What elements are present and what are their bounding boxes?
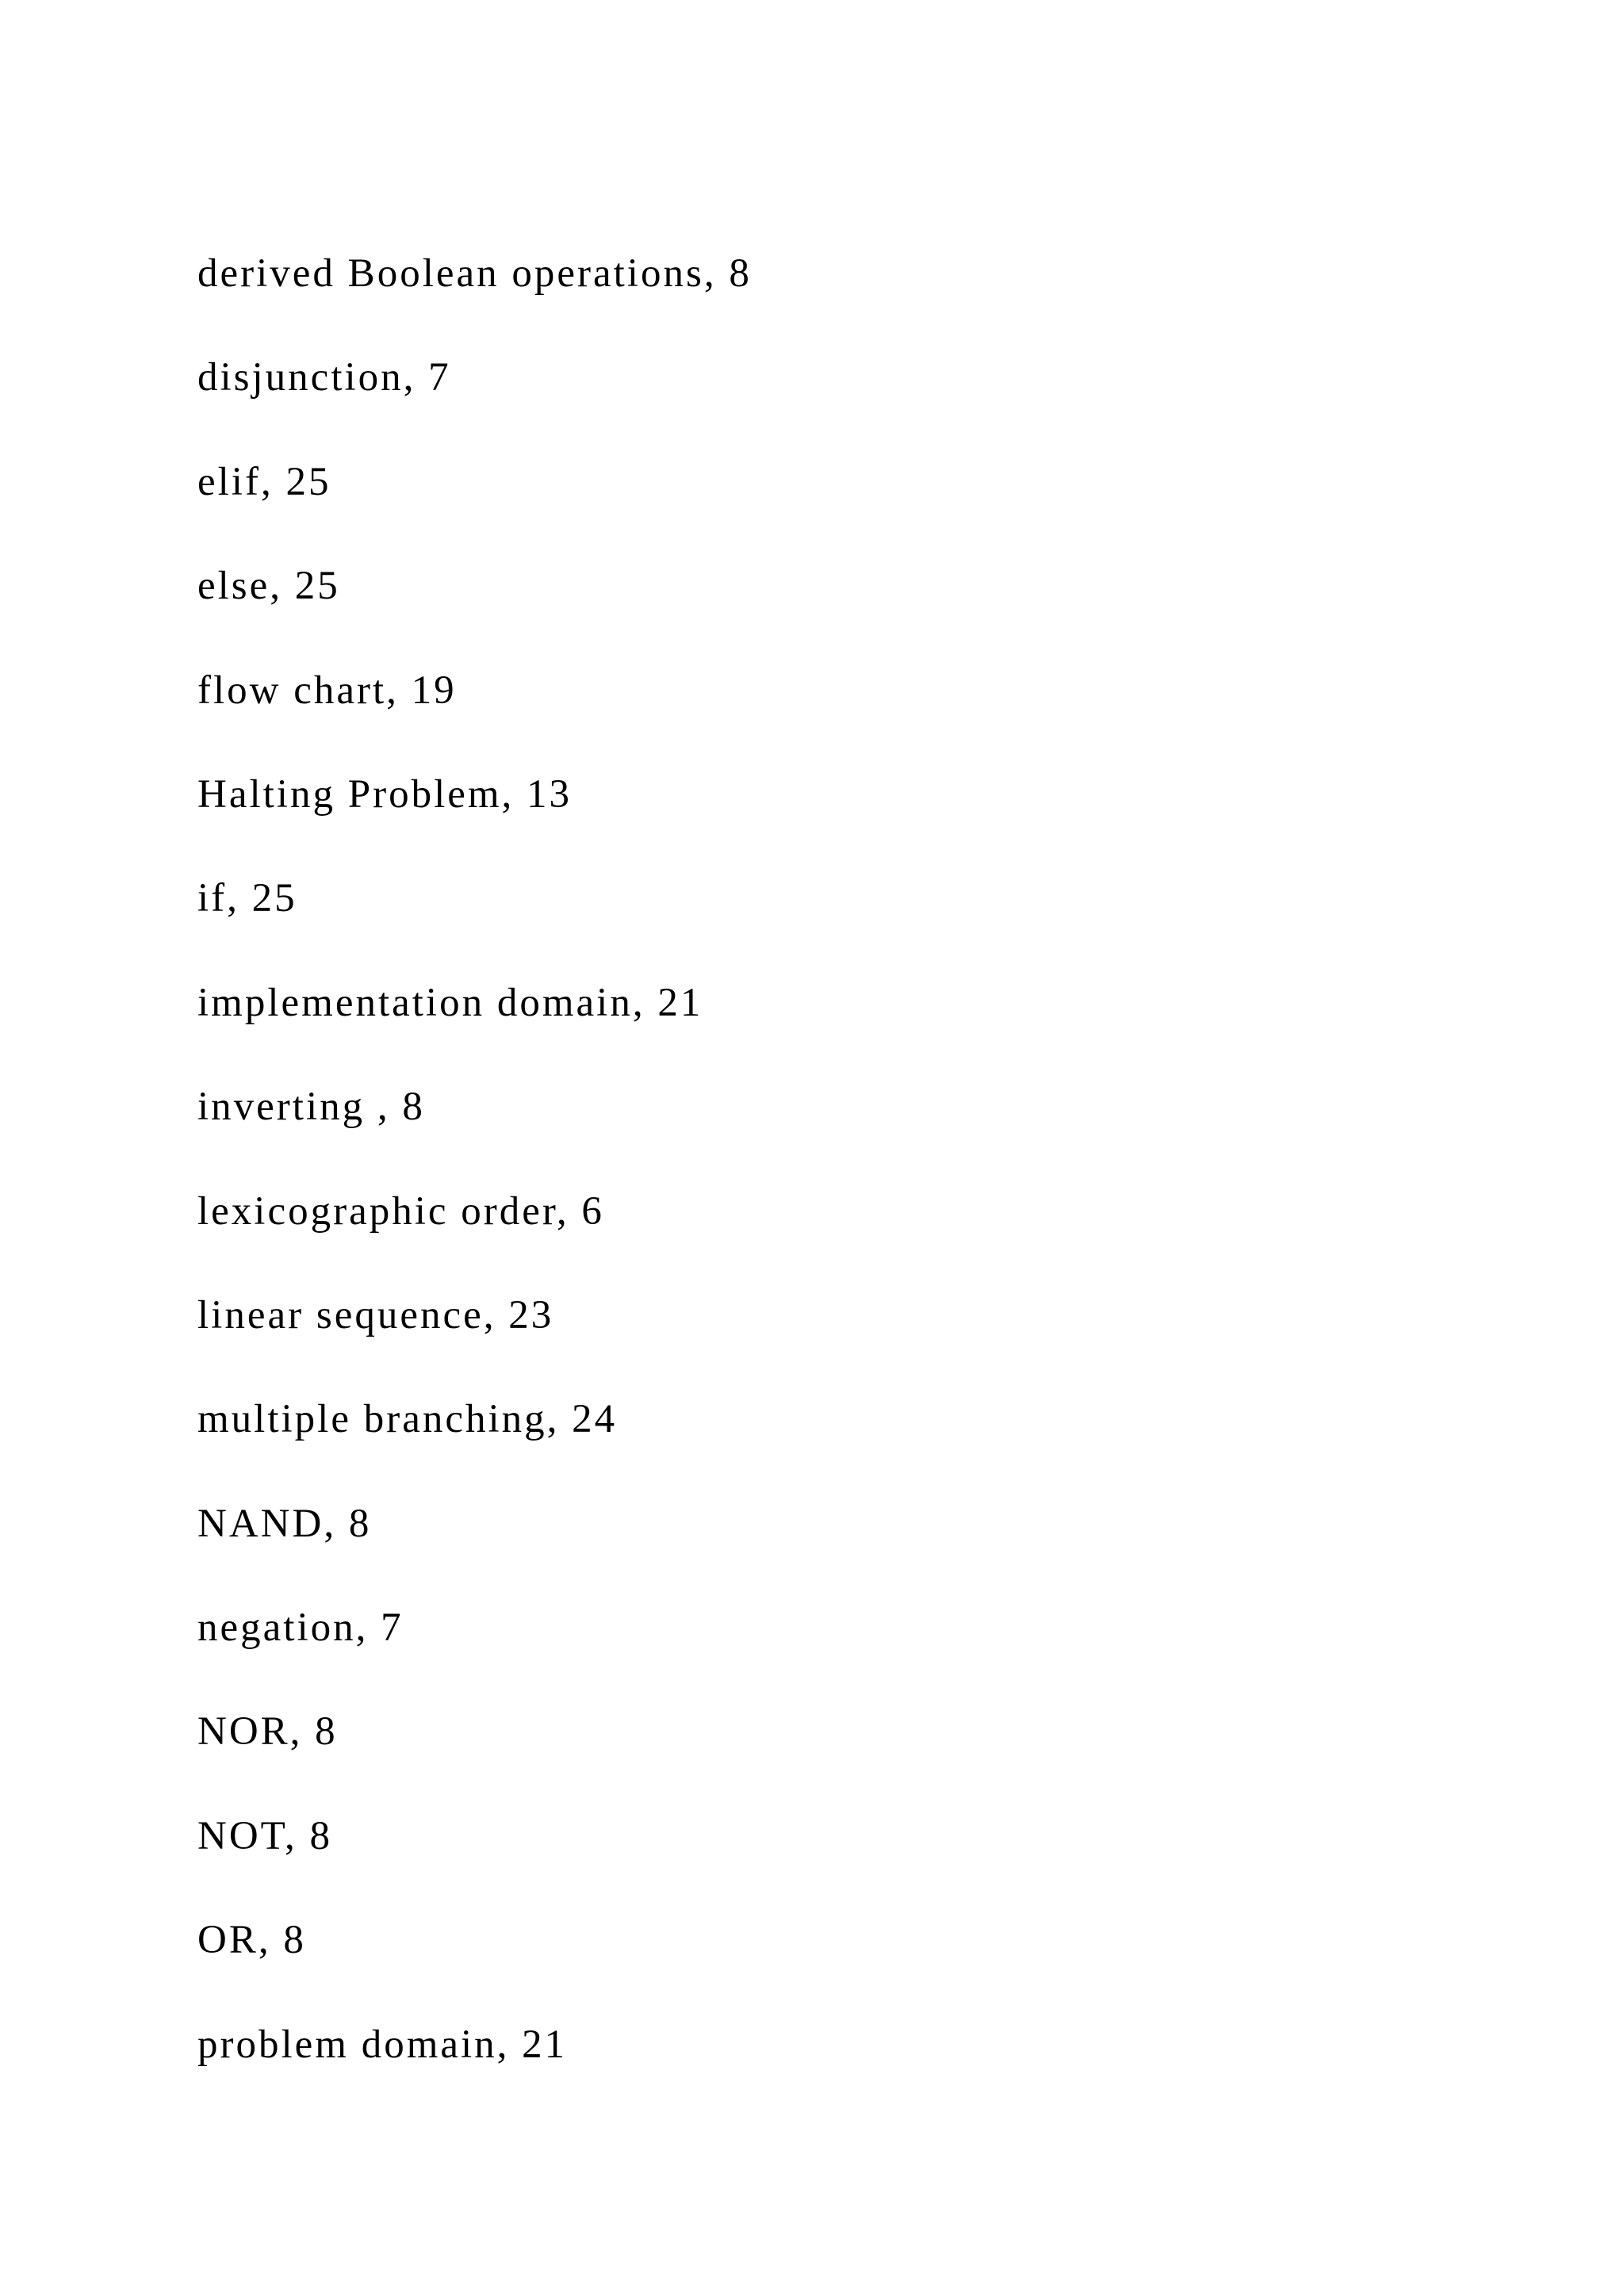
index-entry: elif, 25 (197, 459, 331, 504)
index-entry: lexicographic order, 6 (197, 1188, 604, 1234)
index-entry: flow chart, 19 (197, 668, 457, 713)
index-list (197, 248, 1466, 2123)
index-entry: derived Boolean operations, 8 (197, 251, 752, 296)
index-entry: else, 25 (197, 564, 340, 609)
index-entry: problem domain, 21 (197, 2022, 568, 2067)
index-entry: NOR, 8 (197, 1709, 338, 1755)
index-entry: disjunction, 7 (197, 355, 451, 400)
index-entry: Halting Problem, 13 (197, 771, 573, 817)
index-entry: NOT, 8 (197, 1813, 333, 1858)
index-entry: multiple branching, 24 (197, 1397, 618, 1442)
index-entry: if, 25 (197, 876, 297, 921)
index-entry: negation, 7 (197, 1605, 404, 1651)
index-entry: linear sequence, 23 (197, 1292, 554, 1337)
index-entry: implementation domain, 21 (197, 980, 703, 1025)
index-entry: inverting , 8 (197, 1085, 425, 1130)
index-entry: OR, 8 (197, 1918, 306, 1963)
index-entry: NAND, 8 (197, 1501, 372, 1546)
